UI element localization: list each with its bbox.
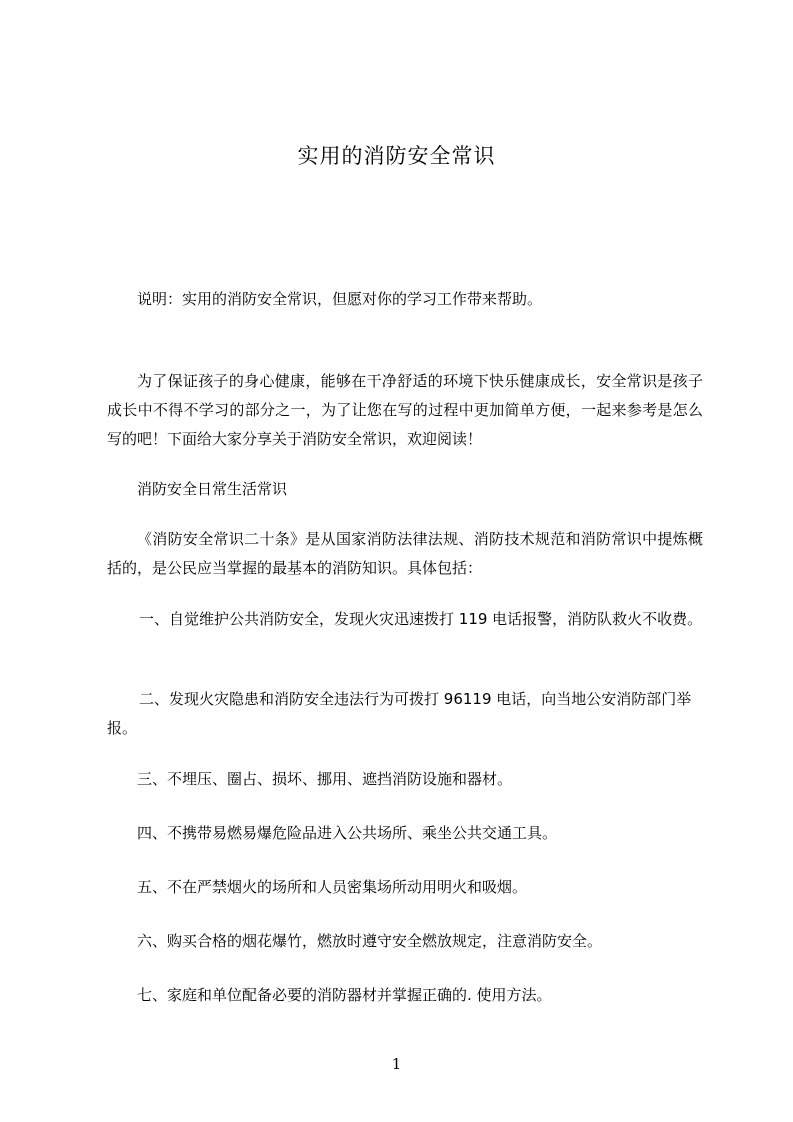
list-item-1: 一、自觉维护公共消防安全，发现火灾迅速拨打 119 电话报警，消防队救火不收费。 <box>139 610 703 628</box>
section-heading: 消防安全日常生活常识 <box>137 480 288 498</box>
list-item-4: 四、不携带易燃易爆危险品进入公共场所、乘坐公共交通工具。 <box>137 824 558 842</box>
section-description: 《消防安全常识二十条》是从国家消防法律法规、消防技术规范和消防常识中提炼概括的，是公民应当掌握的最基本的消防知识。具体包括： <box>107 530 703 577</box>
document-title: 实用的消防安全常识 <box>297 144 496 168</box>
list-item-5: 五、不在严禁烟火的场所和人员密集场所动用明火和吸烟。 <box>137 878 528 896</box>
page-number: 1 <box>391 1055 402 1073</box>
list-item-2: 二、发现火灾隐患和消防安全违法行为可拨打 96119 电话，向当地公安消防部门举报。 <box>107 690 692 737</box>
list-item-3: 三、不埋压、圈占、损坏、挪用、遮挡消防设施和器材。 <box>137 770 513 788</box>
list-item-6: 六、购买合格的烟花爆竹，燃放时遵守安全燃放规定，注意消防安全。 <box>137 932 603 950</box>
list-item-7: 七、家庭和单位配备必要的消防器材并掌握正确的. 使用方法。 <box>137 986 552 1004</box>
intro-paragraph: 说明：实用的消防安全常识，但愿对你的学习工作带来帮助。 <box>137 290 543 308</box>
lead-paragraph: 为了保证孩子的身心健康，能够在干净舒适的环境下快乐健康成长，安全常识是孩子成长中不得不学习的部分之一，为了让您在写的过程中更加简单方便，一起来参考是怎么写的吧！下面给大家分享关于消防安全常识，欢迎阅读！ <box>107 372 703 448</box>
